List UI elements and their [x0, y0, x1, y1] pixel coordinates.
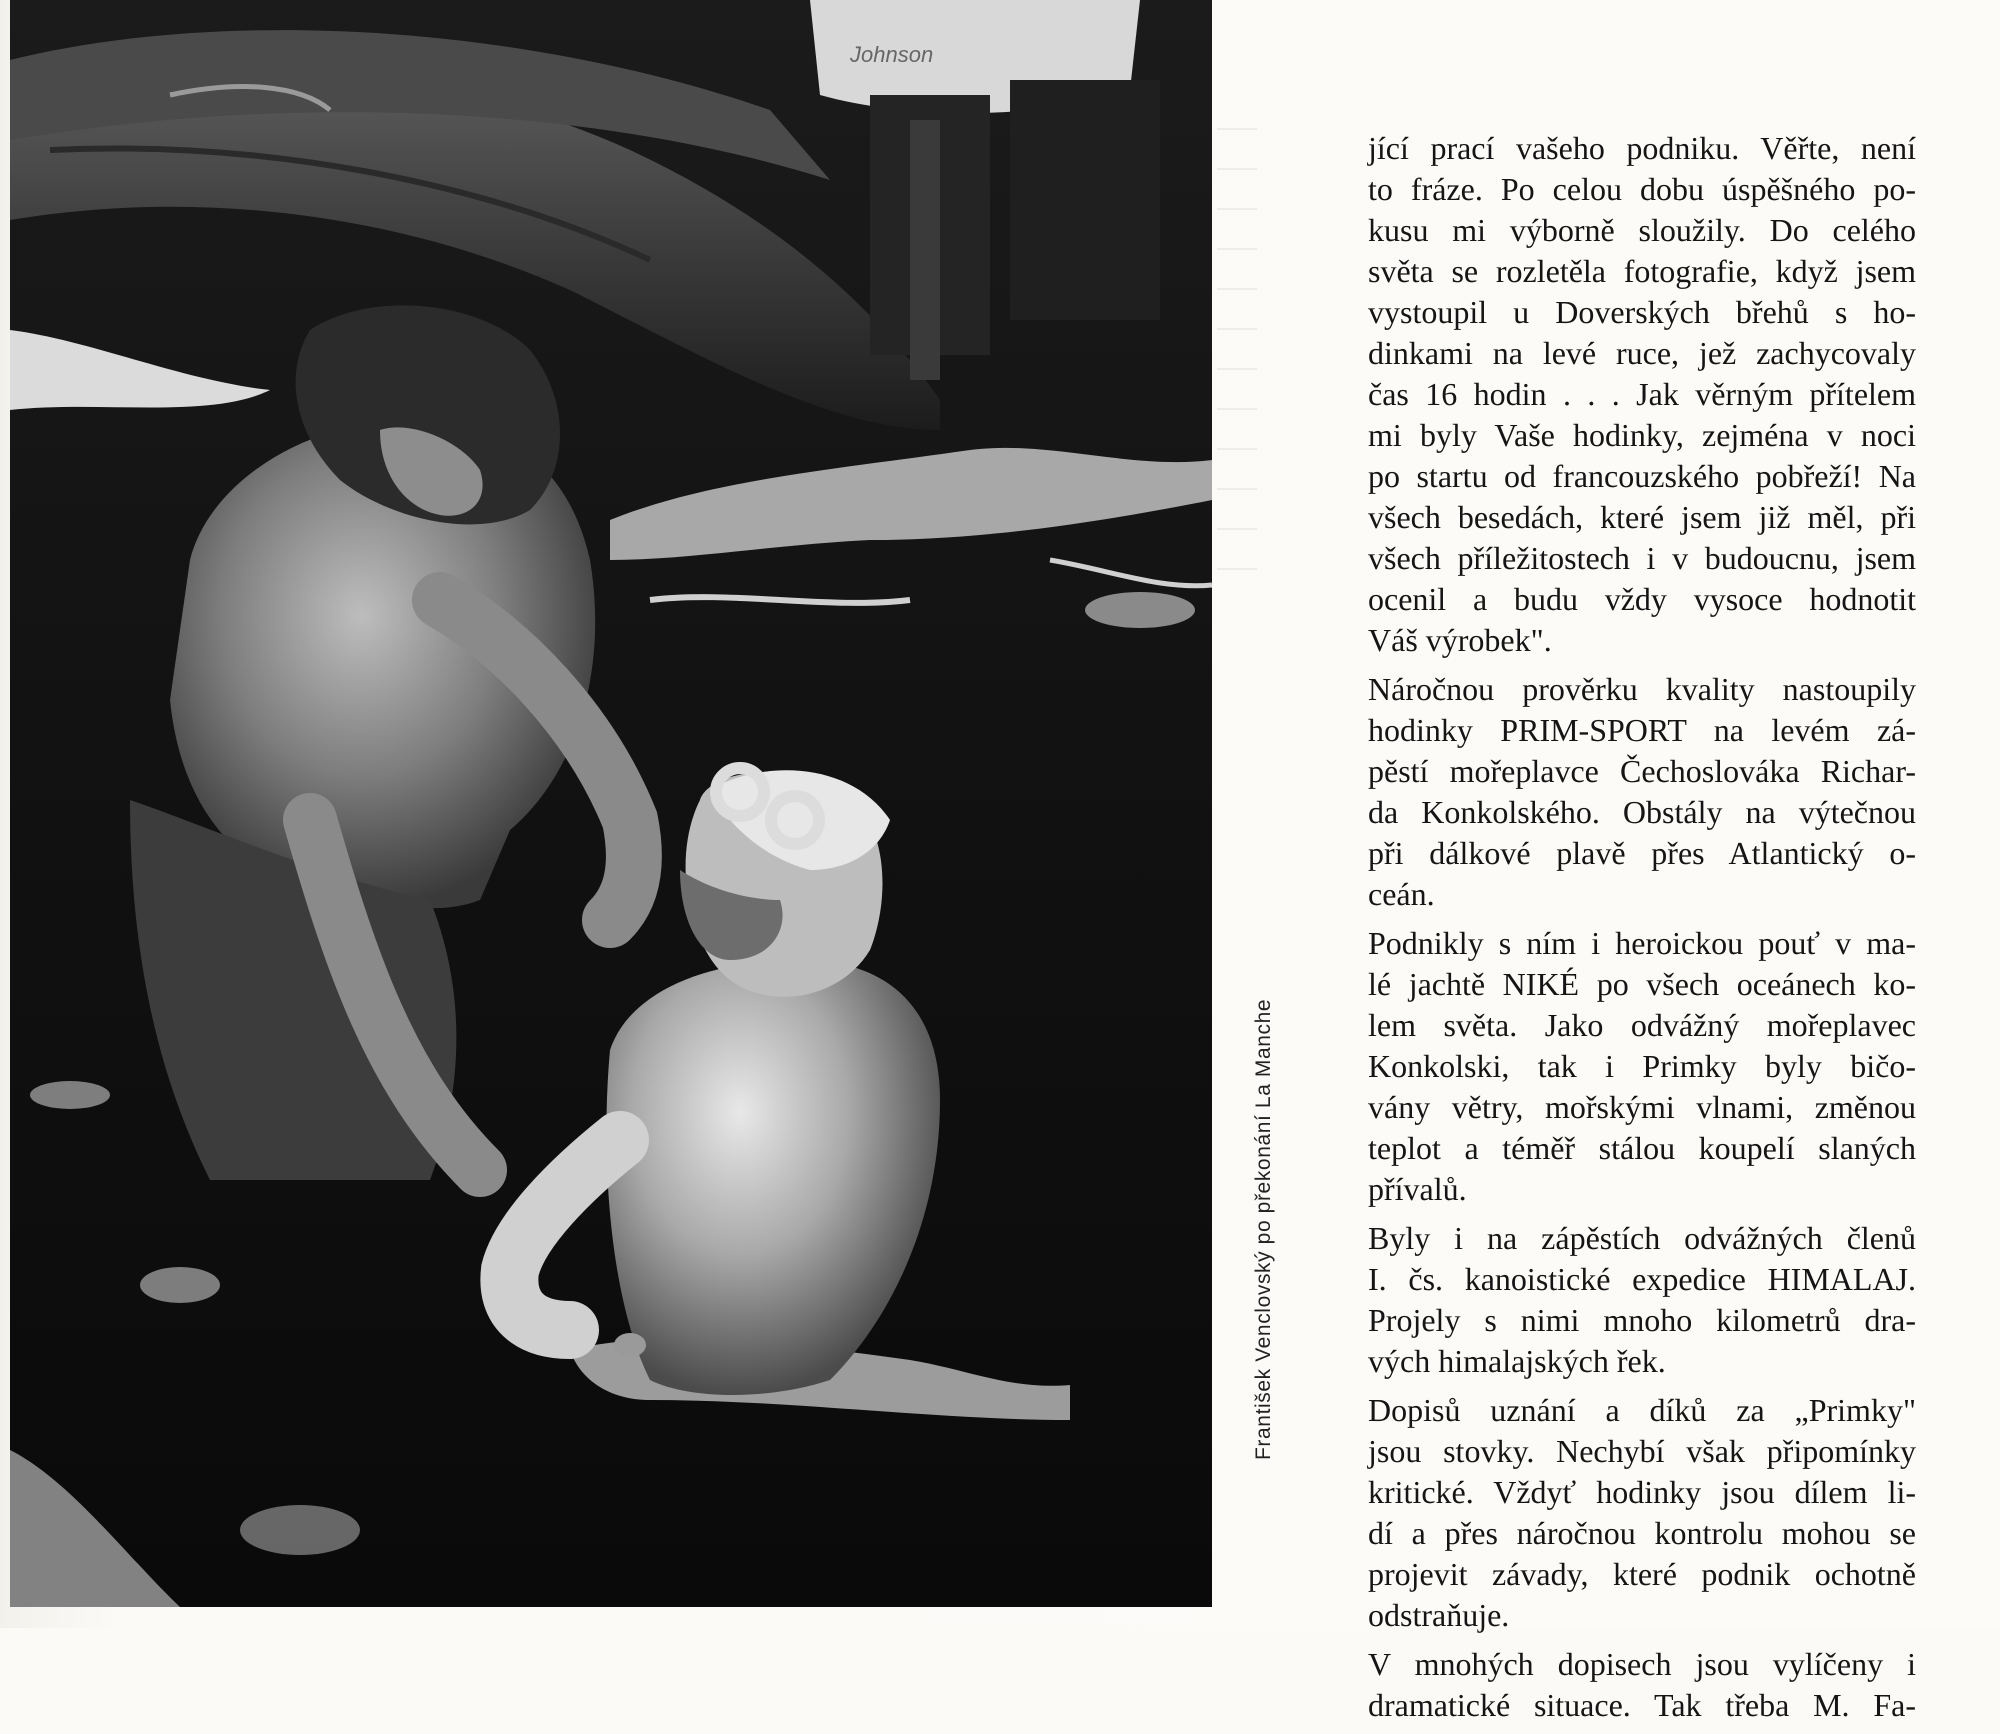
text-line: kritické. Vždyť hodinky jsou dílem li-	[1368, 1474, 1916, 1510]
text-line: ceán.	[1368, 876, 1435, 912]
text-line: Váš výrobek".	[1368, 622, 1552, 658]
channel-swim-photograph	[10, 0, 1212, 1607]
photograph-illustration	[10, 0, 1212, 1607]
photo-caption: František Venclovský po překonání La Manche	[1252, 998, 1275, 1460]
text-line: kusu mi výborně sloužily. Do celého	[1368, 212, 1916, 248]
text-line: dinkami na levé ruce, jež zachycovaly	[1368, 335, 1916, 371]
text-line: Konkolski, tak i Primky byly bičo-	[1368, 1048, 1916, 1084]
text-line: Dopisů uznání a díků za „Primky"	[1368, 1392, 1916, 1428]
text-line: jsou stovky. Nechybí však připomínky	[1368, 1433, 1916, 1469]
text-line: lé jachtě NIKÉ po všech oceánech ko-	[1368, 966, 1916, 1002]
body-text-column	[1368, 128, 1916, 1734]
text-line: jící prací vašeho podniku. Věřte, není	[1368, 130, 1916, 166]
paragraph-dramatic-situations	[1368, 1644, 1916, 1726]
paragraph-nike-yacht	[1368, 923, 1916, 1210]
text-line: V mnohých dopisech jsou vylíčeny i	[1368, 1646, 1916, 1682]
text-line: projevit závady, které podnik ochotně	[1368, 1556, 1916, 1592]
text-line: dí a přes náročnou kontrolu mohou se	[1368, 1515, 1916, 1551]
paragraph-himalaj	[1368, 1218, 1916, 1382]
paragraph-prim-sport	[1368, 669, 1916, 915]
text-line: pěstí mořeplavce Čechoslováka Richar-	[1368, 753, 1916, 789]
text-line: da Konkolského. Obstály na výtečnou	[1368, 794, 1916, 830]
text-line: I. čs. kanoistické expedice HIMALAJ.	[1368, 1261, 1916, 1297]
text-line: mi byly Vaše hodinky, zejména v noci	[1368, 417, 1916, 453]
text-line: čas 16 hodin . . . Jak věrným přítelem	[1368, 376, 1916, 412]
text-line: vány větry, mořskými vlnami, změnou	[1368, 1089, 1916, 1125]
text-line: světa se rozletěla fotografie, když jsem	[1368, 253, 1916, 289]
text-line: ocenil a budu vždy vysoce hodnotit	[1368, 581, 1916, 617]
text-line: vystoupil u Doverských břehů s ho-	[1368, 294, 1916, 330]
text-line: všech příležitostech i v budoucnu, jsem	[1368, 540, 1916, 576]
text-line: Projely s nimi mnoho kilometrů dra-	[1368, 1302, 1916, 1338]
text-line: vých himalajských řek.	[1368, 1343, 1666, 1379]
text-line: Podnikly s ním i heroickou pouť v ma-	[1368, 925, 1916, 961]
text-line: hodinky PRIM-SPORT na levém zá-	[1368, 712, 1916, 748]
text-line: přívalů.	[1368, 1171, 1467, 1207]
text-line: dramatické situace. Tak třeba M. Fa-	[1368, 1687, 1916, 1723]
text-line: Byly i na zápěstích odvážných členů	[1368, 1220, 1916, 1256]
text-line: lem světa. Jako odvážný mořeplavec	[1368, 1007, 1916, 1043]
page-gutter-shadow	[1217, 128, 1257, 598]
text-line: při dálkové plavě přes Atlantický o-	[1368, 835, 1916, 871]
motor-brand-text: Johnson	[850, 42, 934, 67]
text-line: Náročnou prověrku kvality nastoupily	[1368, 671, 1916, 707]
paragraph-letter-quote	[1368, 128, 1916, 661]
text-line: odstraňuje.	[1368, 1597, 1510, 1633]
text-line: teplot a téměř stálou koupelí slaných	[1368, 1130, 1916, 1166]
text-line: po startu od francouzského pobřeží! Na	[1368, 458, 1916, 494]
text-line: to fráze. Po celou dobu úspěšného po-	[1368, 171, 1916, 207]
paragraph-letters	[1368, 1390, 1916, 1636]
text-line: všech besedách, které jsem již měl, při	[1368, 499, 1916, 535]
